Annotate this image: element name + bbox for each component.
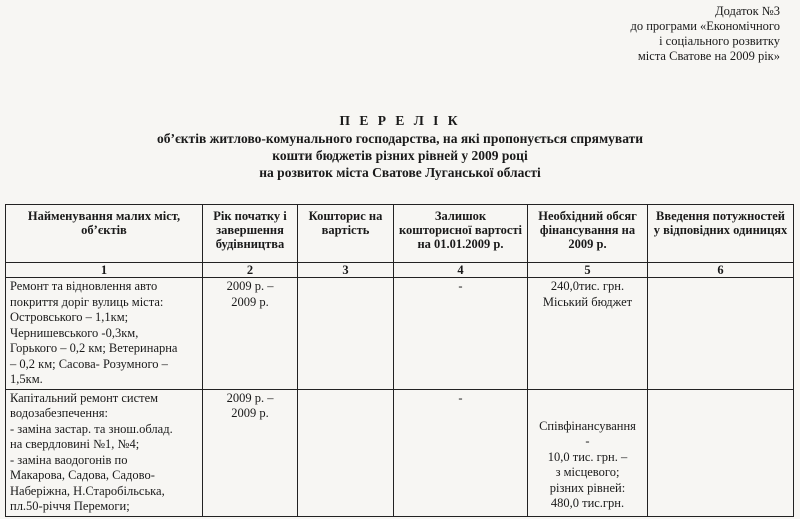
object-name-line: – 0,2 км; Сасова- Розумного – [10, 356, 168, 371]
col-number: 6 [648, 263, 794, 278]
years-cell [203, 278, 298, 390]
financing-line: 10,0 тис. грн. – [547, 449, 628, 464]
object-name-line: Горького – 0,2 км; Ветеринарна [10, 341, 178, 355]
title-line: кошти бюджетів різних рівней у 2009 році [272, 148, 528, 163]
object-name-line: Чернишевського -0,3км, [10, 325, 139, 340]
object-name-line: пл.50-річчя Перемоги; [10, 499, 130, 513]
title-heading: П Е Р Е Л І К [339, 113, 461, 128]
estimate-cell [298, 278, 394, 390]
title-line: на розвиток міста Сватове Луганської області [259, 165, 541, 180]
column-number-row [6, 263, 794, 278]
table-header-row [6, 205, 794, 263]
spacer [532, 391, 643, 405]
financing-line: з місцевого; [555, 465, 620, 479]
spacer [532, 405, 643, 419]
header-remaining [394, 205, 528, 263]
table-row [6, 278, 794, 390]
years-line: 2009 р. – [226, 390, 274, 405]
table-row [6, 389, 794, 516]
col-number: 4 [394, 263, 528, 278]
object-name-line: 1,5км. [10, 372, 43, 386]
object-name-line: Капітальний ремонт систем [10, 390, 159, 405]
object-name-line: покриття доріг вулиць міста: [10, 294, 164, 309]
appendix-line: і соціального розвитку [659, 34, 780, 48]
appendix-note [630, 4, 780, 64]
object-name-line: - заміна ваодогонів по [10, 452, 128, 467]
objects-table [5, 204, 794, 517]
document-title [0, 112, 800, 181]
object-name-line: Островського – 1,1км; [10, 310, 129, 324]
col-number: 1 [6, 263, 203, 278]
header-estimate: Кошторис на вартість [298, 205, 394, 263]
years-line: 2009 р. – [226, 279, 274, 293]
financing-line: Співфінансування [539, 418, 636, 433]
title-line: об’єктів житлово-комунального господарства, на які пропонується спрямувати [156, 131, 644, 146]
col-number: 5 [528, 263, 648, 278]
financing-line: Міський бюджет [542, 294, 633, 309]
appendix-line: міста Сватове на 2009 рік» [637, 49, 780, 63]
object-name-line: Ремонт та відновлення авто [10, 279, 158, 293]
appendix-line: до програми «Економічного [630, 19, 780, 33]
appendix-line: Додаток №3 [715, 4, 780, 18]
header-financing: Необхідний обсяг фінансування на 2009 р. [528, 205, 648, 263]
years-line: 2009 р. [231, 294, 269, 309]
capacity-cell [648, 278, 794, 390]
header-remaining-text: Залишок кошторисної вартості [399, 209, 522, 237]
object-name-cell [6, 389, 203, 516]
financing-cell [528, 278, 648, 390]
object-name-line: Макарова, Садова, Садово- [10, 468, 155, 482]
capacity-cell [648, 389, 794, 516]
object-name-cell [6, 278, 203, 390]
financing-line: 480,0 тис.грн. [550, 496, 625, 510]
remaining-cell: - [394, 278, 528, 390]
years-line: 2009 р. [231, 406, 269, 420]
object-name-line: - заміна застар. та знош.облад. [10, 421, 173, 436]
col-number: 2 [203, 263, 298, 278]
header-capacity: Введення потужностей у відповідних одиницях [648, 205, 794, 263]
header-remaining-date: на 01.01.2009 р. [417, 237, 504, 251]
object-name-line: Наберіжна, Н.Старобільська, [10, 483, 165, 498]
financing-line: 240,0тис. грн. [550, 279, 625, 293]
object-name-line: на свердловині №1, №4; [10, 437, 140, 451]
object-name-line: водозабезпечення: [10, 406, 108, 420]
financing-cell [528, 389, 648, 516]
financing-line: - [585, 434, 590, 448]
remaining-cell: - [394, 389, 528, 516]
years-cell [203, 389, 298, 516]
header-name: Найменування малих міст, об’єктів [6, 205, 203, 263]
estimate-cell [298, 389, 394, 516]
col-number: 3 [298, 263, 394, 278]
header-years: Рік початку і завершення будівництва [203, 205, 298, 263]
financing-line: різних рівней: [549, 480, 626, 495]
